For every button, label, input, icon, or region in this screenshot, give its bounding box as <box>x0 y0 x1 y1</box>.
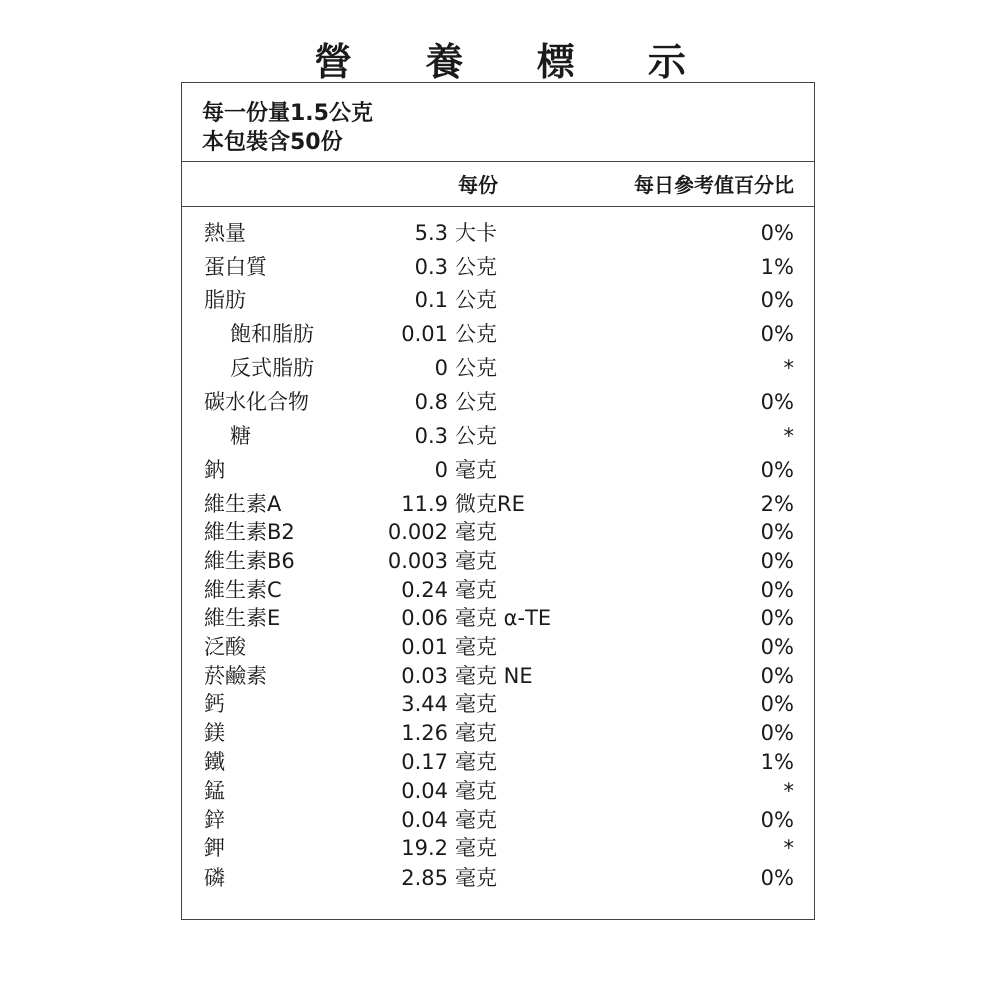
nutrient-unit: 毫克 <box>455 808 497 832</box>
nutrient-unit: 毫克 <box>455 750 497 774</box>
nutrient-daily-value: 0% <box>760 458 794 482</box>
nutrient-daily-value: 0% <box>760 578 794 602</box>
nutrient-amount: 2.85 <box>401 866 448 890</box>
nutrient-name: 熱量 <box>204 221 246 245</box>
nutrient-amount: 3.44 <box>401 692 448 716</box>
nutrient-name: 維生素A <box>204 492 282 516</box>
nutrient-unit: 毫克 α-TE <box>455 606 552 630</box>
nutrient-row <box>182 577 814 603</box>
serving-info <box>202 99 373 157</box>
nutrient-unit: 毫克 <box>455 549 497 573</box>
nutrient-name: 維生素B6 <box>204 549 295 573</box>
nutrient-unit: 毫克 <box>455 692 497 716</box>
nutrient-row <box>182 457 814 483</box>
nutrient-name: 鈣 <box>204 692 225 716</box>
nutrient-unit: 毫克 <box>455 520 497 544</box>
nutrient-amount: 0.17 <box>401 750 448 774</box>
nutrient-daily-value: 0% <box>760 664 794 688</box>
nutrient-unit: 公克 <box>455 255 497 279</box>
nutrient-amount: 0.003 <box>387 549 448 573</box>
nutrient-name: 鐵 <box>204 750 225 774</box>
nutrient-row <box>182 519 814 545</box>
nutrient-daily-value: * <box>783 779 794 803</box>
nutrient-row <box>182 865 814 891</box>
nutrient-amount: 0.1 <box>414 288 448 312</box>
nutrient-daily-value: 0% <box>760 288 794 312</box>
per-serving-header: 每份 <box>458 173 498 197</box>
nutrient-name: 脂肪 <box>204 288 246 312</box>
nutrient-amount: 0.01 <box>401 322 448 346</box>
nutrient-daily-value: 0% <box>760 635 794 659</box>
nutrient-unit: 公克 <box>455 424 497 448</box>
nutrient-name: 蛋白質 <box>204 255 267 279</box>
nutrient-amount: 0.24 <box>401 578 448 602</box>
nutrient-amount: 0.3 <box>414 424 448 448</box>
nutrient-row <box>182 749 814 775</box>
nutrient-daily-value: 0% <box>760 322 794 346</box>
nutrient-row <box>182 321 814 347</box>
nutrient-unit: 公克 <box>455 288 497 312</box>
nutrient-name: 磷 <box>204 866 225 890</box>
nutrient-unit: 大卡 <box>455 221 497 245</box>
nutrient-row <box>182 720 814 746</box>
nutrient-row <box>182 835 814 861</box>
nutrient-name: 鎂 <box>204 721 225 745</box>
nutrient-amount: 0.8 <box>414 390 448 414</box>
nutrient-row <box>182 548 814 574</box>
nutrition-label <box>181 82 815 920</box>
nutrient-daily-value: 0% <box>760 808 794 832</box>
nutrient-daily-value: 2% <box>760 492 794 516</box>
nutrient-row <box>182 634 814 660</box>
nutrient-unit: 毫克 <box>455 779 497 803</box>
nutrient-row <box>182 254 814 280</box>
serving-size: 每一份量1.5公克 <box>202 101 373 126</box>
nutrient-unit: 毫克 <box>455 866 497 890</box>
nutrient-name: 錳 <box>204 779 225 803</box>
daily-value-header: 每日參考值百分比 <box>634 173 794 197</box>
nutrient-name: 維生素B2 <box>204 520 295 544</box>
nutrient-daily-value: 0% <box>760 606 794 630</box>
nutrient-amount: 0.01 <box>401 635 448 659</box>
nutrient-amount: 1.26 <box>401 721 448 745</box>
nutrient-daily-value: 1% <box>760 750 794 774</box>
nutrient-name: 菸鹼素 <box>204 664 267 688</box>
nutrient-name: 反式脂肪 <box>230 356 314 380</box>
label-title: 營 養 標 示 <box>314 40 716 84</box>
nutrient-amount: 0.03 <box>401 664 448 688</box>
nutrient-row <box>182 663 814 689</box>
nutrient-daily-value: 0% <box>760 721 794 745</box>
nutrient-daily-value: 0% <box>760 866 794 890</box>
nutrient-name: 維生素E <box>204 606 281 630</box>
nutrient-row <box>182 491 814 517</box>
nutrient-unit: 毫克 <box>455 836 497 860</box>
divider <box>182 161 814 162</box>
nutrient-row <box>182 807 814 833</box>
nutrient-unit: 微克RE <box>455 492 525 516</box>
nutrient-row <box>182 389 814 415</box>
nutrient-unit: 公克 <box>455 356 497 380</box>
nutrient-row <box>182 220 814 246</box>
nutrient-unit: 毫克 <box>455 458 497 482</box>
nutrient-daily-value: 0% <box>760 390 794 414</box>
nutrient-name: 鋅 <box>204 808 225 832</box>
nutrient-row <box>182 605 814 631</box>
nutrient-amount: 19.2 <box>401 836 448 860</box>
nutrient-amount: 0.3 <box>414 255 448 279</box>
nutrient-amount: 11.9 <box>401 492 448 516</box>
nutrient-amount: 0.04 <box>401 808 448 832</box>
nutrient-daily-value: * <box>783 424 794 448</box>
nutrient-unit: 毫克 <box>455 578 497 602</box>
divider <box>182 206 814 207</box>
nutrient-unit: 毫克 NE <box>455 664 533 688</box>
nutrient-name: 糖 <box>230 424 251 448</box>
nutrient-amount: 0.06 <box>401 606 448 630</box>
nutrient-name: 飽和脂肪 <box>230 322 314 346</box>
servings-per-package: 本包裝含50份 <box>202 130 343 155</box>
nutrient-daily-value: 0% <box>760 692 794 716</box>
nutrient-daily-value: * <box>783 356 794 380</box>
nutrient-unit: 公克 <box>455 322 497 346</box>
nutrient-name: 泛酸 <box>204 635 246 659</box>
nutrient-row <box>182 423 814 449</box>
nutrient-unit: 毫克 <box>455 721 497 745</box>
nutrient-daily-value: 0% <box>760 520 794 544</box>
nutrient-daily-value: 1% <box>760 255 794 279</box>
nutrient-amount: 0 <box>434 356 448 380</box>
nutrient-daily-value: 0% <box>760 221 794 245</box>
nutrient-unit: 公克 <box>455 390 497 414</box>
nutrient-row <box>182 287 814 313</box>
nutrient-name: 鉀 <box>204 836 225 860</box>
nutrient-name: 維生素C <box>204 578 282 602</box>
nutrient-amount: 0.04 <box>401 779 448 803</box>
nutrient-row <box>182 778 814 804</box>
nutrient-name: 鈉 <box>204 458 225 482</box>
nutrient-unit: 毫克 <box>455 635 497 659</box>
nutrient-daily-value: * <box>783 836 794 860</box>
nutrient-amount: 0 <box>434 458 448 482</box>
nutrient-name: 碳水化合物 <box>204 390 309 414</box>
nutrient-row <box>182 691 814 717</box>
nutrient-daily-value: 0% <box>760 549 794 573</box>
nutrient-row <box>182 355 814 381</box>
nutrient-amount: 5.3 <box>414 221 448 245</box>
nutrient-amount: 0.002 <box>387 520 448 544</box>
